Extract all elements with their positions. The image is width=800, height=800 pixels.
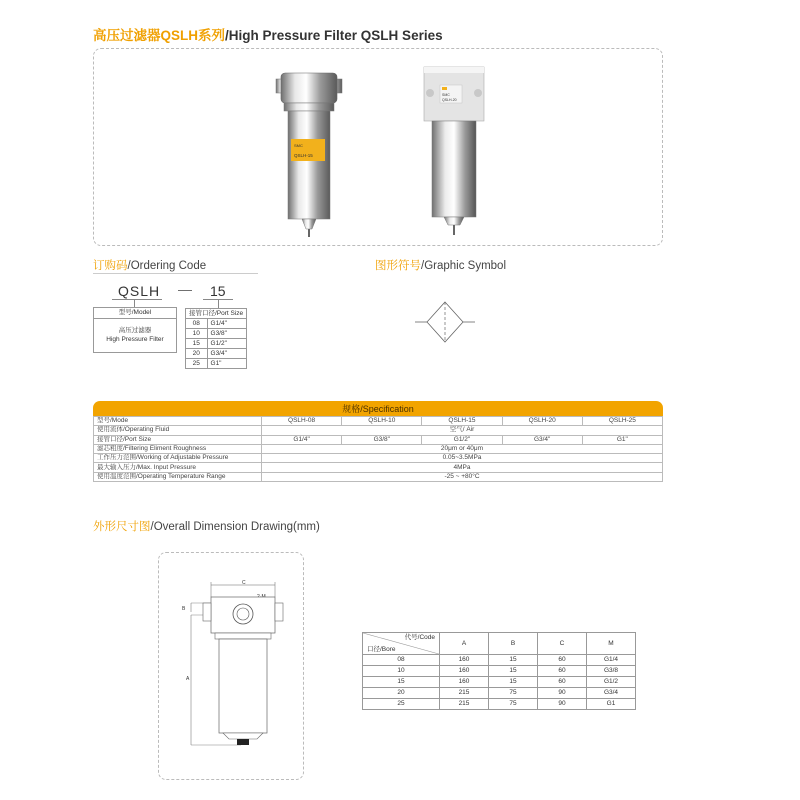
- spec-cell: G3/8": [342, 435, 422, 444]
- dimension-drawing-panel: [158, 552, 304, 780]
- table-row: [363, 633, 636, 655]
- dim-cell: 160: [440, 677, 489, 688]
- spec-cell: QSLH-20: [502, 417, 582, 426]
- filter-photo-square-head: [422, 63, 494, 243]
- table-row: [186, 329, 247, 339]
- spec-cell: 20μm or 40μm: [262, 444, 663, 453]
- table-row: [363, 677, 636, 688]
- port-size-header: 接管口径/Port Size: [186, 309, 247, 319]
- spec-cell: 空气/ Air: [262, 426, 663, 435]
- spec-cell: 最大输入压力/Max. Input Pressure: [94, 463, 262, 472]
- model-desc-en: High Pressure Filter: [106, 336, 164, 343]
- spec-heading: 规格/Specification: [93, 401, 663, 416]
- model-code-underline: [112, 299, 162, 300]
- port-code: 10: [186, 329, 208, 339]
- table-row: [94, 454, 663, 463]
- table-row: [186, 359, 247, 369]
- port-code: 25: [186, 359, 208, 369]
- dimension-table-corner: [363, 633, 440, 655]
- port-size: G1": [207, 359, 247, 369]
- spec-cell: QSLH-08: [262, 417, 342, 426]
- page-title-cn: 高压过滤器QSLH系列: [93, 28, 226, 43]
- table-row: [186, 339, 247, 349]
- dim-cell: 15: [489, 655, 538, 666]
- dimension-heading: [93, 518, 320, 534]
- table-row: [94, 472, 663, 481]
- dim-cell: 15: [489, 677, 538, 688]
- ordering-code-heading-en: /Ordering Code: [127, 260, 207, 272]
- port-code: 08: [186, 319, 208, 329]
- page-title: [93, 24, 443, 44]
- dim-cell: 60: [538, 655, 587, 666]
- dim-cell: 75: [489, 699, 538, 710]
- size-code-connector: [218, 300, 219, 308]
- table-row: [186, 319, 247, 329]
- port-code: 15: [186, 339, 208, 349]
- spec-cell: 4MPa: [262, 463, 663, 472]
- filter-label-brand-2: SMC: [442, 93, 450, 97]
- port-size: G3/4": [207, 349, 247, 359]
- table-row: [94, 435, 663, 444]
- dim-cell: 25: [363, 699, 440, 710]
- column-header: B: [489, 633, 538, 655]
- spec-cell: 使用流体/Operating Fluid: [94, 426, 262, 435]
- filter-label-model-1: QSLH-15: [294, 153, 313, 158]
- port-code: 20: [186, 349, 208, 359]
- spec-table: [93, 416, 663, 482]
- ordering-model-code: QSLH: [118, 283, 161, 299]
- spec-cell: G1/2": [422, 435, 502, 444]
- spec-cell: G1": [582, 435, 662, 444]
- model-desc-cn: 高压过滤器: [118, 327, 152, 334]
- spec-cell: 0.05~3.5MPa: [262, 454, 663, 463]
- port-size: G3/8": [207, 329, 247, 339]
- filter-graphic-symbol: [415, 298, 475, 350]
- ordering-code-rule: [93, 273, 258, 274]
- graphic-symbol-heading-cn: 图形符号: [375, 260, 421, 272]
- spec-cell: G1/4": [262, 435, 342, 444]
- dimension-heading-en: /Overall Dimension Drawing(mm): [150, 521, 320, 533]
- dimension-heading-cn: 外形尺寸图: [93, 521, 151, 533]
- dim-cell: 10: [363, 666, 440, 677]
- dimension-drawing: [179, 577, 289, 757]
- ordering-code-heading-cn: 订购码: [93, 260, 128, 272]
- dim-cell: 75: [489, 688, 538, 699]
- table-row: [94, 444, 663, 453]
- ordering-code-heading: [93, 257, 206, 273]
- column-header: A: [440, 633, 489, 655]
- spec-cell: QSLH-25: [582, 417, 662, 426]
- page-title-en: /High Pressure Filter QSLH Series: [225, 28, 443, 43]
- graphic-symbol-heading-en: /Graphic Symbol: [421, 260, 507, 272]
- dim-cell: 90: [538, 699, 587, 710]
- dim-cell: G1/2: [587, 677, 636, 688]
- port-size: G1/2": [207, 339, 247, 349]
- graphic-symbol-heading: [375, 257, 506, 273]
- column-header: M: [587, 633, 636, 655]
- spec-cell: 工作压力范围/Working of Adjustable Pressure: [94, 454, 262, 463]
- table-row: [94, 426, 663, 435]
- dim-cell: 160: [440, 655, 489, 666]
- spec-cell: QSLH-15: [422, 417, 502, 426]
- model-box-header: 型号/Model: [94, 308, 176, 319]
- spec-cell: G3/4": [502, 435, 582, 444]
- filter-photo-round-head: [264, 71, 354, 241]
- column-header: C: [538, 633, 587, 655]
- dim-cell: 60: [538, 666, 587, 677]
- dim-a-label: A: [186, 676, 190, 682]
- dimension-table: [362, 632, 636, 710]
- spec-cell: 使用温度范围/Operating Temperature Range: [94, 472, 262, 481]
- table-row: [363, 699, 636, 710]
- table-row: [186, 349, 247, 359]
- table-row: [363, 655, 636, 666]
- dim-cell: 15: [363, 677, 440, 688]
- dim-cell: 215: [440, 699, 489, 710]
- product-photo-panel: [93, 48, 663, 246]
- dim-cell: G1/4: [587, 655, 636, 666]
- table-row: [94, 463, 663, 472]
- dim-c-label: C: [242, 580, 246, 586]
- dim-b-label: B: [182, 606, 186, 612]
- model-code-connector: [134, 300, 135, 307]
- dim-cell: G3/4: [587, 688, 636, 699]
- ordering-dash: —: [178, 281, 192, 297]
- dim-cell: 20: [363, 688, 440, 699]
- dim-cell: 215: [440, 688, 489, 699]
- spec-cell: -25 ~ +80°C: [262, 472, 663, 481]
- spec-cell: 滤芯粗度/Filtering Eliment Roughness: [94, 444, 262, 453]
- header-bore: 口径/Bore: [367, 646, 396, 653]
- dim-cell: G1: [587, 699, 636, 710]
- dim-cell: 90: [538, 688, 587, 699]
- port-size: G1/4": [207, 319, 247, 329]
- header-code: 代号/Code: [404, 634, 435, 641]
- table-row: [363, 666, 636, 677]
- table-row: [363, 688, 636, 699]
- spec-cell: 接管口径/Port Size: [94, 435, 262, 444]
- dim-cell: 160: [440, 666, 489, 677]
- model-box: [93, 307, 177, 353]
- table-row: [94, 417, 663, 426]
- port-size-table: [185, 308, 247, 369]
- ordering-size-code: 15: [210, 283, 226, 299]
- dim-cell: 08: [363, 655, 440, 666]
- spec-cell: QSLH-10: [342, 417, 422, 426]
- dim-cell: 60: [538, 677, 587, 688]
- dim-cell: 15: [489, 666, 538, 677]
- dim-cell: G3/8: [587, 666, 636, 677]
- filter-label-brand-1: SMC: [294, 143, 303, 148]
- filter-label-model-2: QSLH-20: [442, 98, 457, 102]
- spec-cell: 型号/Mode: [94, 417, 262, 426]
